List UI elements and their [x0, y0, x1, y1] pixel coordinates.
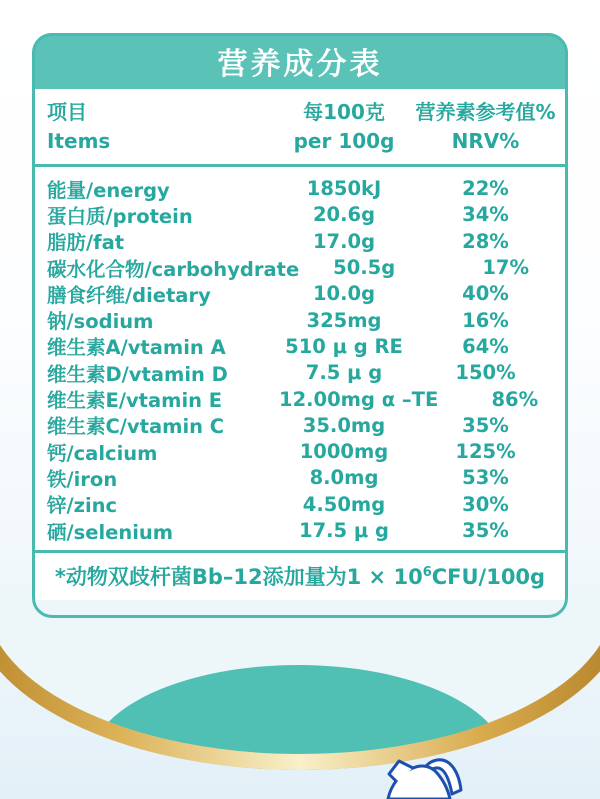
probiotic-footnote	[32, 561, 568, 591]
row-nrv: 64%	[462, 334, 509, 358]
header-per100g-en: per 100g	[293, 128, 395, 153]
row-value: 325mg	[306, 308, 382, 332]
row-name: 维生素D/vtamin D	[47, 362, 228, 386]
row-value: 10.0g	[312, 282, 376, 306]
row-value: 8.0mg	[309, 466, 379, 490]
row-nrv: 16%	[462, 308, 509, 332]
row-name: 脂肪/fat	[47, 231, 125, 255]
nutrient-rows	[32, 167, 568, 544]
table-row	[32, 254, 568, 280]
row-value: 35.0mg	[302, 413, 386, 437]
nutrition-facts-card	[32, 33, 568, 618]
row-nrv: 22%	[462, 177, 509, 201]
row-name: 硒/selenium	[47, 520, 174, 544]
table-row	[32, 333, 568, 359]
row-name: 钙/calcium	[47, 441, 158, 465]
row-nrv: 150%	[455, 361, 516, 385]
row-name: 维生素C/vtamin C	[47, 415, 225, 439]
row-name: 铁/iron	[47, 467, 118, 491]
header-nrv-cn: 营养素参考值%	[415, 99, 556, 124]
row-value: 1850kJ	[306, 177, 382, 201]
table-row	[32, 465, 568, 491]
table-row	[32, 202, 568, 228]
row-nrv: 40%	[462, 282, 509, 306]
probiotic-footnote-prefix: *动物双歧杆菌Bb–12添加量为1 × 10	[54, 564, 423, 589]
row-nrv: 53%	[462, 466, 509, 490]
header-per100g-cn: 每100克	[303, 99, 385, 124]
header-per100g	[279, 98, 409, 156]
table-row	[32, 281, 568, 307]
row-nrv: 125%	[455, 440, 516, 464]
row-value: 12.00mg α –TE	[279, 387, 439, 411]
row-value: 50.5g	[333, 256, 396, 280]
header-nrv	[409, 98, 562, 156]
row-name: 维生素A/vtamin A	[47, 336, 226, 360]
table-row	[32, 491, 568, 517]
table-row	[32, 176, 568, 202]
bottom-decoration	[0, 600, 600, 799]
header-items-cn: 项目	[47, 99, 87, 124]
table-row	[32, 386, 568, 412]
row-nrv: 35%	[462, 413, 509, 437]
row-nrv: 28%	[462, 229, 509, 253]
row-nrv: 30%	[462, 492, 509, 516]
row-name: 蛋白质/protein	[47, 204, 193, 228]
row-name: 能量/energy	[47, 178, 170, 202]
header-items	[32, 98, 279, 156]
table-row	[32, 228, 568, 254]
row-value: 20.6g	[312, 203, 376, 227]
table-title: 营养成分表	[217, 47, 383, 82]
row-nrv: 17%	[482, 256, 530, 280]
row-name: 膳食纤维/dietary	[47, 283, 211, 307]
table-row	[32, 438, 568, 464]
row-value: 17.5 μ g	[299, 519, 389, 542]
row-name: 碳水化合物/carbohydrate	[47, 257, 300, 281]
row-value: 510 μ g RE	[285, 334, 403, 358]
probiotic-footnote-suffix: CFU/100g	[431, 564, 546, 589]
table-row	[32, 307, 568, 333]
row-nrv: 34%	[462, 203, 509, 227]
table-row	[32, 412, 568, 438]
row-value: 1000mg	[299, 440, 389, 464]
probiotic-footnote-superscript: 6	[422, 564, 432, 580]
card-header-band	[32, 33, 568, 89]
header-nrv-en: NRV%	[451, 128, 520, 153]
row-name: 维生素E/vtamin E	[47, 389, 223, 413]
table-header-row	[32, 89, 568, 164]
row-value: 4.50mg	[302, 492, 386, 516]
row-name: 锌/zinc	[47, 494, 118, 518]
row-nrv: 86%	[491, 387, 539, 411]
row-value: 7.5 μ g	[305, 361, 383, 385]
row-value: 17.0g	[312, 229, 376, 253]
header-items-en: Items	[47, 128, 111, 153]
milk-jug-illustration	[388, 760, 461, 799]
row-nrv: 35%	[462, 519, 509, 542]
table-row	[32, 517, 568, 543]
table-row	[32, 360, 568, 386]
row-name: 钠/sodium	[47, 310, 154, 334]
